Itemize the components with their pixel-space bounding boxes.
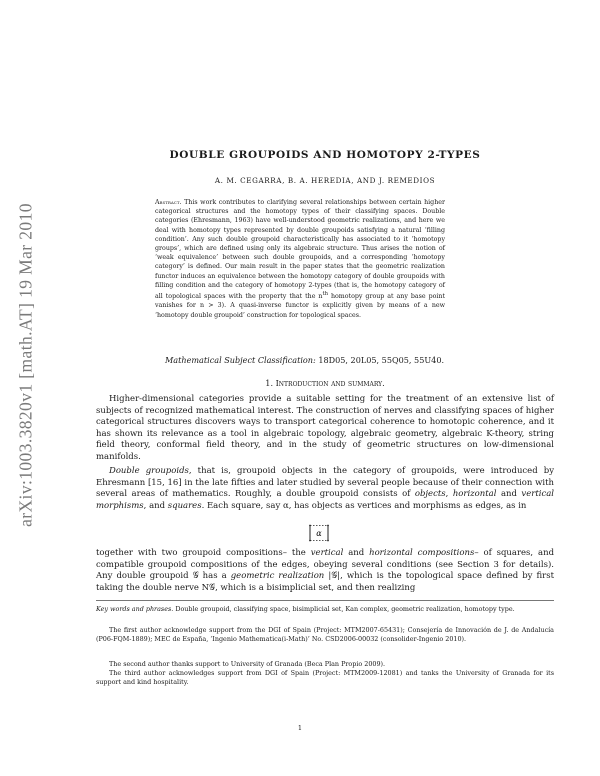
section-heading — [96, 378, 554, 388]
p3-term-horizontal-compositions: horizontal compositions — [369, 548, 475, 558]
msc-codes: 18D05, 20L05, 55Q05, 55U40. — [315, 355, 445, 365]
abstract — [155, 198, 445, 320]
page-number: 1 — [297, 724, 303, 732]
keywords-label: Key words and phrases. — [96, 605, 174, 613]
p2-term-vertical-morphisms: vertical morphisms — [96, 489, 554, 511]
section-number: 1. — [265, 378, 274, 388]
square-alpha-label: α — [316, 529, 322, 538]
arxiv-stamp-text: arXiv:1003.3820v1 [math.AT] 19 Mar 2010 — [15, 203, 36, 527]
footnote-author-1: The first author acknowledge support from the DGI of Spain (Project: MTM2007-65431); Consejería de Innovación de J. de Andalucía (P06-FQM-1889); MEC de España, ‘Ingenio Mathematica(i-Math)’ No. CSD2006-00032 (consolider-Ingenio 2010). — [96, 626, 554, 643]
subject-classification — [165, 355, 495, 365]
paper-title: DOUBLE GROUPOIDS AND HOMOTOPY 2-TYPES — [169, 149, 481, 161]
p2-text: . Each square, say α, has objects as vertices and morphisms as edges, as in — [201, 500, 527, 511]
square-diagram-svg — [307, 523, 331, 543]
p2-text: , that is, groupoid objects in the category of groupoids, were introduced by Ehresmann [15, 16] in the late fifties and later studied by several people because of their connection with several areas of mathematics. Roughly, a double groupoid consists of — [96, 466, 554, 500]
abstract-label: Abstract. — [155, 199, 182, 206]
p2-text: , — [445, 489, 453, 500]
footnote-keywords — [96, 605, 554, 614]
abstract-text-end: homotopy group at any base point vanishes for n > 3). A quasi-inverse functor is explicitly given by means of a new ‘homotopy double groupoid’ construction for topological spaces. — [155, 293, 445, 319]
p2-term-horizontal: horizontal — [452, 489, 497, 500]
paragraph-1: Higher-dimensional categories provide a suitable setting for the treatment of an extensive list of subjects of recognized mathematical interest. The construction of nerves and classifying spaces of higher categorical structures discovers ways to transport categorical coherence to homotopic coherence, and it has shown its relevance as a tool in algebraic topology, algebraic geometry, algebraic K-theory, string field theory, conformal field theory, and in the study of geometric structures on low-dimensional manifolds. — [96, 394, 554, 462]
footnote-author-3: The third author acknowledges support from DGI of Spain (Project: MTM2009-12081) and tanks the University of Granada for its support and kind hospitality. — [96, 669, 554, 686]
p2-text: , and — [143, 500, 168, 511]
square-diagram — [307, 523, 331, 543]
p3-text: |𝒢|, which is the topological space defined by first taking the double nerve N𝒢, which is a bisimplicial set, and then realizing — [96, 571, 555, 593]
arxiv-stamp — [8, 180, 44, 550]
p2-term-double-groupoids: Double groupoids — [109, 466, 189, 476]
footnote-author-2: The second author thanks support to University of Granada (Beca Plan Propio 2009). — [109, 660, 386, 668]
p3-text: together with two groupoid compositions– the — [96, 548, 311, 558]
section-title: Introduction and summary. — [275, 378, 385, 388]
abstract-text: This work contributes to clarifying several relationships between certain higher categorical structures and the homotopy types of their classifying spaces. Double categories (Ehresmann, 1963) have well-understood geometric realizations, and here we deal with homotopy types represented by double groupoids satisfying a natural ‘filling condition’. Any such double groupoid characteristically has associated to it ‘homotopy groups’, which are defined using only its algebraic structure. Thus arises the notion of ‘weak equivalence’ between such double groupoids, and a corresponding ‘homotopy category’ is defined. Our main result in the paper states that the geometric realization functor induces an equivalence between the homotopy category of double groupoids with filling condition and the category of homotopy 2-types (that is, the homotopy category of all topological spaces with the property that the n — [155, 199, 445, 301]
paragraph-3 — [96, 548, 554, 594]
abstract-superscript: th — [322, 291, 328, 298]
p3-text: and — [343, 548, 370, 558]
msc-label: Mathematical Subject Classification: — [165, 355, 316, 365]
p2-text: and — [496, 489, 522, 500]
p2-term-objects: objects — [414, 489, 446, 500]
p3-term-geometric-realization: geometric realization — [230, 571, 325, 582]
p2-term-squares: squares — [167, 500, 202, 511]
paper-authors: A. M. CEGARRA, B. A. HEREDIA, AND J. REMEDIOS — [214, 176, 436, 185]
keywords-text: Double groupoid, classifying space, bisimplicial set, Kan complex, geometric realization, homotopy type. — [173, 605, 515, 613]
p3-text: – of squares, and compatible groupoid compositions of the edges, obeying several conditions (see Section 3 for details). Any double groupoid 𝒢 has a — [96, 548, 555, 582]
p3-term-vertical: vertical — [310, 548, 344, 558]
footnote-divider — [96, 600, 554, 601]
paragraph-2 — [96, 466, 554, 512]
